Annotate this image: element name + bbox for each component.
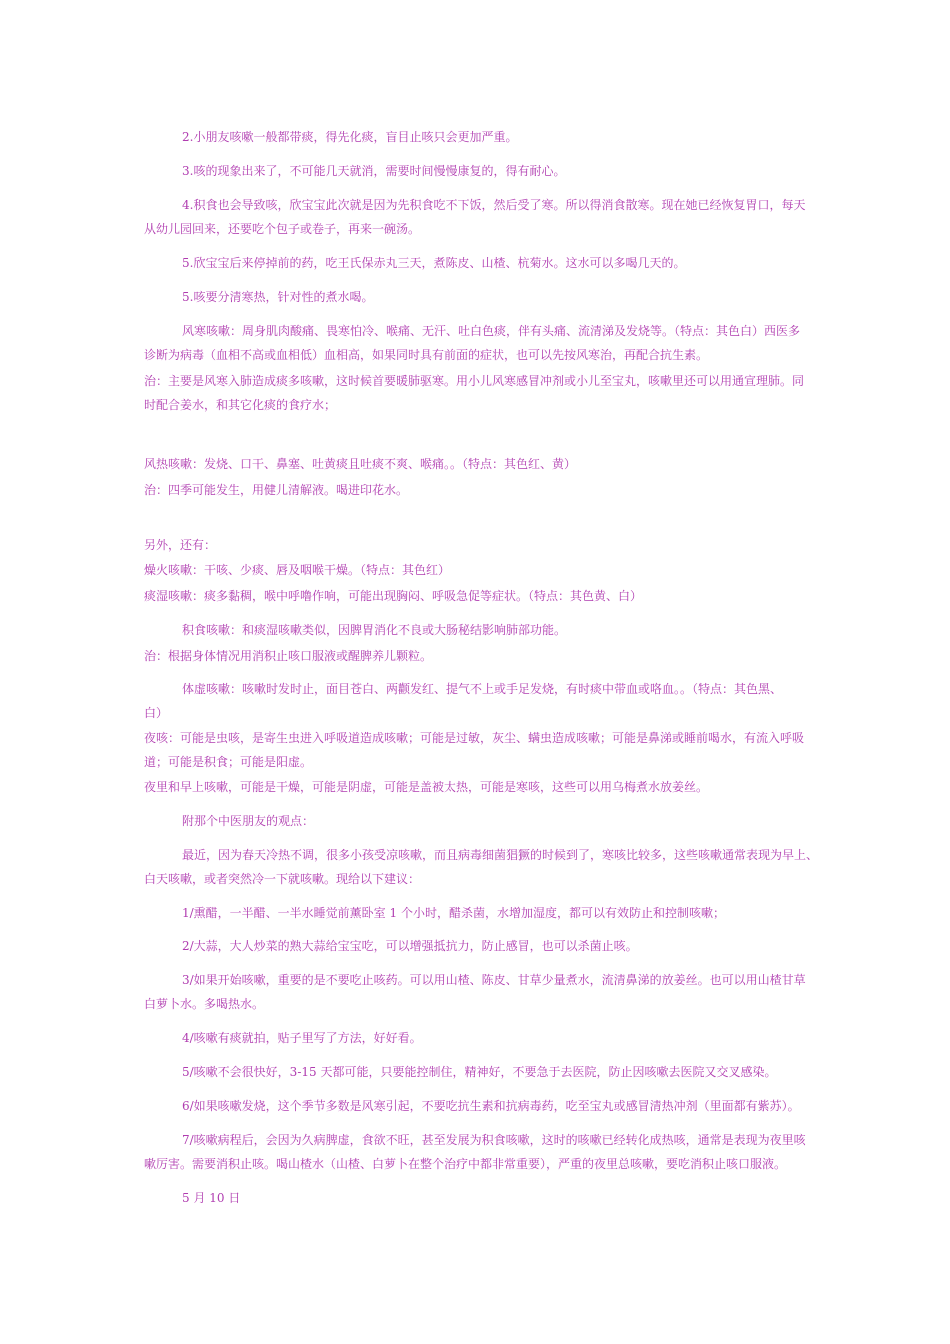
text-line: 治：根据身体情况用消积止咳口服液或醒脾养儿颗粒。: [144, 649, 433, 663]
text-line: 6/如果咳嗽发烧，这个季节多数是风寒引起，不要吃抗生素和抗病毒药，吃至宝丸或感冒清热冲剂（里面都有紫苏）。: [182, 1099, 800, 1113]
text-line: 3/如果开始咳嗽，重要的是不要吃止咳药。可以用山楂、陈皮、甘草少量煮水，流清鼻涕的放姜丝。也可以用山楂甘草: [182, 973, 806, 987]
text-line: 风热咳嗽：发烧、口干、鼻塞、吐黄痰且吐痰不爽、喉痛。。（特点：其色红、黄）: [144, 457, 577, 471]
text-line: 道；可能是积食；可能是阳虚。: [144, 755, 313, 769]
text-line: 5.咳要分清寒热，针对性的煮水喝。: [182, 290, 374, 304]
text-line: 5.欣宝宝后来停掉前的药，吃王氏保赤丸三天，煮陈皮、山楂、杭菊水。这水可以多喝几天的。: [182, 256, 686, 270]
text-line: 夜咳：可能是虫咳，是寄生虫进入呼吸道造成咳嗽；可能是过敏，灰尘、螨虫造成咳嗽；可能是鼻涕或睡前喝水，有流入呼吸: [144, 731, 805, 745]
text-line: 5/咳嗽不会很快好，3-15 天都可能，只要能控制住，精神好，不要急于去医院，防止因咳嗽去医院又交叉感染。: [182, 1065, 777, 1079]
text-line: 白天咳嗽，或者突然冷一下就咳嗽。现给以下建议：: [144, 872, 421, 886]
text-line: 白）: [144, 706, 169, 720]
text-line: 1/熏醋，一半醋、一半水睡觉前薰卧室 1 个小时，醋杀菌，水增加湿度，都可以有效防止和控制咳嗽；: [182, 906, 725, 920]
text-line: 从幼儿园回来，还要吃个包子或卷子，再来一碗汤。: [144, 222, 421, 236]
text-line: 2/大蒜，大人炒菜的熟大蒜给宝宝吃，可以增强抵抗力，防止感冒，也可以杀菌止咳。: [182, 939, 638, 953]
text-line: 治：四季可能发生，用健儿清解液。喝进印花水。: [144, 483, 409, 497]
text-line: 附那个中医朋友的观点：: [182, 814, 315, 828]
text-line: 白萝卜水。多喝热水。: [144, 997, 265, 1011]
text-line: 时配合姜水，和其它化痰的食疗水；: [144, 398, 337, 412]
text-line: 风寒咳嗽：周身肌肉酸痛、畏寒怕冷、喉痛、无汗、吐白色痰，伴有头痛、流清涕及发烧等。（特点：其色白）西医多: [182, 324, 801, 338]
text-line: 诊断为病毒（血相不高或血相低）血相高，如果同时具有前面的症状，也可以先按风寒治，再配合抗生素。: [144, 348, 709, 362]
text-line: 4.积食也会导致咳，欣宝宝此次就是因为先积食吃不下饭，然后受了寒。所以得消食散寒。现在她已经恢复胃口，每天: [182, 198, 806, 212]
text-line: 夜里和早上咳嗽，可能是干燥，可能是阴虚，可能是盖被太热，可能是寒咳，这些可以用乌梅煮水放姜丝。: [144, 780, 709, 794]
text-line: 燥火咳嗽：干咳、少痰、唇及咽喉干燥。（特点：其色红）: [144, 563, 451, 577]
text-line: 3.咳的现象出来了，不可能几天就消，需要时间慢慢康复的，得有耐心。: [182, 164, 566, 178]
date-line: 5 月 10 日: [182, 1191, 241, 1205]
text-line: 积食咳嗽：和痰湿咳嗽类似，因脾胃消化不良或大肠秘结影响肺部功能。: [182, 623, 567, 637]
text-line: 治：主要是风寒入肺造成痰多咳嗽，这时候首要暖肺驱寒。用小儿风寒感冒冲剂或小儿至宝丸，咳嗽里还可以用通宣理肺。同: [144, 374, 805, 388]
text-line: 另外，还有：: [144, 538, 217, 552]
text-line: 2.小朋友咳嗽一般都带痰，得先化痰，盲目止咳只会更加严重。: [182, 130, 518, 144]
text-line: 嗽厉害。需要消积止咳。喝山楂水（山楂、白萝卜在整个治疗中都非常重要），严重的夜里总咳嗽，要吃消积止咳口服液。: [144, 1157, 787, 1171]
text-line: 最近，因为春天冷热不调，很多小孩受凉咳嗽，而且病毒细菌猖獗的时候到了，寒咳比较多，这些咳嗽通常表现为早上、: [182, 848, 819, 862]
text-line: 4/咳嗽有痰就拍，贴子里写了方法，好好看。: [182, 1031, 422, 1045]
text-line: 体虚咳嗽：咳嗽时发时止，面目苍白、两颧发红、提气不上或手足发烧，有时痰中带血或咯血。。（特点：其色黑、: [182, 682, 783, 696]
text-line: 7/咳嗽病程后，会因为久病脾虚，食欲不旺，甚至发展为积食咳嗽，这时的咳嗽已经转化成热咳，通常是表现为夜里咳: [182, 1133, 806, 1147]
text-line: 痰湿咳嗽：痰多黏稠，喉中呼噜作响，可能出现胸闷、呼吸急促等症状。（特点：其色黄、白）: [144, 589, 643, 603]
